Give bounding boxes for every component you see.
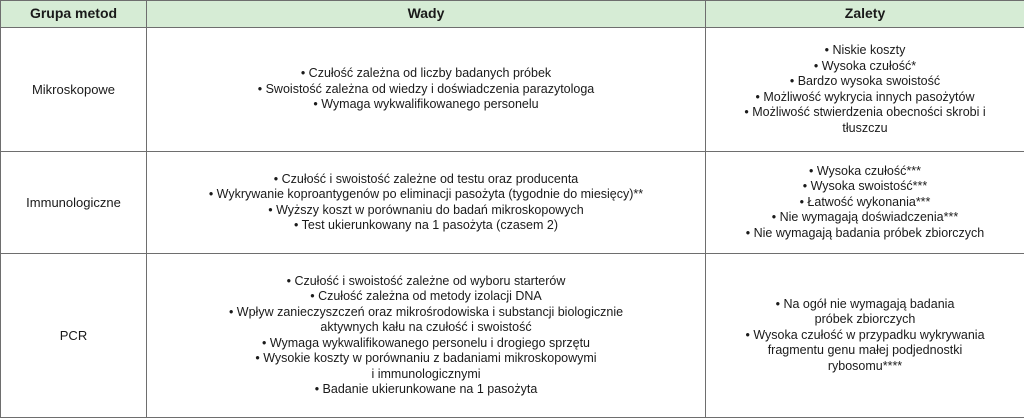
pros-cell [706,152,1024,254]
pros-cell [706,254,1024,418]
table-row [1,28,1024,152]
table-row [1,254,1024,418]
pros-item: • Nie wymagają badania próbek zbiorczych [745,225,985,240]
table-row [1,152,1024,254]
pros-item: tłuszczu [842,120,888,135]
cons-item: • Czułość i swoistość zależne od testu oraz producenta [273,171,579,186]
pros-item: • Łatwość wykonania*** [799,194,931,209]
pros-item: • Niskie koszty [824,43,906,57]
pros-cell [706,28,1024,152]
pros-item: • Wysoka czułość*** [809,163,921,178]
cons-item: • Swoistość zależna od wiedzy i doświadczenia parazytologa [257,81,595,96]
pros-item: • Możliwość stwierdzenia obecności skrobi i [744,105,986,119]
pros-item: • Wysoka czułość* [813,58,917,73]
group-cell: Immunologiczne [1,152,147,254]
header-row [1,1,1024,28]
cons-item: • Wysokie koszty w porównaniu z badaniami mikroskopowymi [255,351,597,365]
header-group: Grupa metod [1,1,147,28]
cons-item: • Wymaga wykwalifikowanego personelu [313,97,539,112]
pros-item: fragmentu genu małej podjednostki [767,343,963,358]
pros-item: rybosomu**** [827,358,903,373]
table-header [1,1,1024,28]
cons-item: • Czułość zależna od metody izolacji DNA [310,289,542,303]
cons-cell [147,152,706,254]
cons-item: • Test ukierunkowany na 1 pasożyta (czasem 2) [294,218,558,232]
group-cell: PCR [1,254,147,418]
pros-item: próbek zbiorczych [814,312,916,327]
cons-cell [147,254,706,418]
pros-item: • Na ogół nie wymagają badania [775,296,955,311]
group-cell: Mikroskopowe [1,28,147,152]
cons-item: i immunologicznymi [371,366,481,381]
cons-item: • Wyższy koszt w porównaniu do badań mikroskopowych [268,202,584,217]
cons-item: • Czułość i swoistość zależne od wyboru starterów [286,273,566,288]
header-pros: Zalety [706,1,1024,28]
pros-item: • Wysoka swoistość*** [802,179,928,194]
pros-item: • Możliwość wykrycia innych pasożytów [755,89,975,104]
cons-item: aktywnych kału na czułość i swoistość [320,320,532,334]
cons-item: • Badanie ukierunkowane na 1 pasożyta [314,382,538,396]
cons-item: • Wpływ zanieczyszczeń oraz mikrośrodowiska i substancji biologicznie [228,304,624,319]
pros-item: • Nie wymagają doświadczenia*** [771,210,959,225]
cons-cell [147,28,706,152]
header-cons: Wady [147,1,706,28]
pros-item: • Wysoka czułość w przypadku wykrywania [745,327,985,342]
cons-item: • Wykrywanie koproantygenów po eliminacji pasożyta (tygodnie do miesięcy)** [208,187,644,201]
pros-item: • Bardzo wysoka swoistość [789,74,941,88]
cons-item: • Wymaga wykwalifikowanego personelu i drogiego sprzętu [261,335,591,350]
cons-item: • Czułość zależna od liczby badanych próbek [300,66,552,81]
